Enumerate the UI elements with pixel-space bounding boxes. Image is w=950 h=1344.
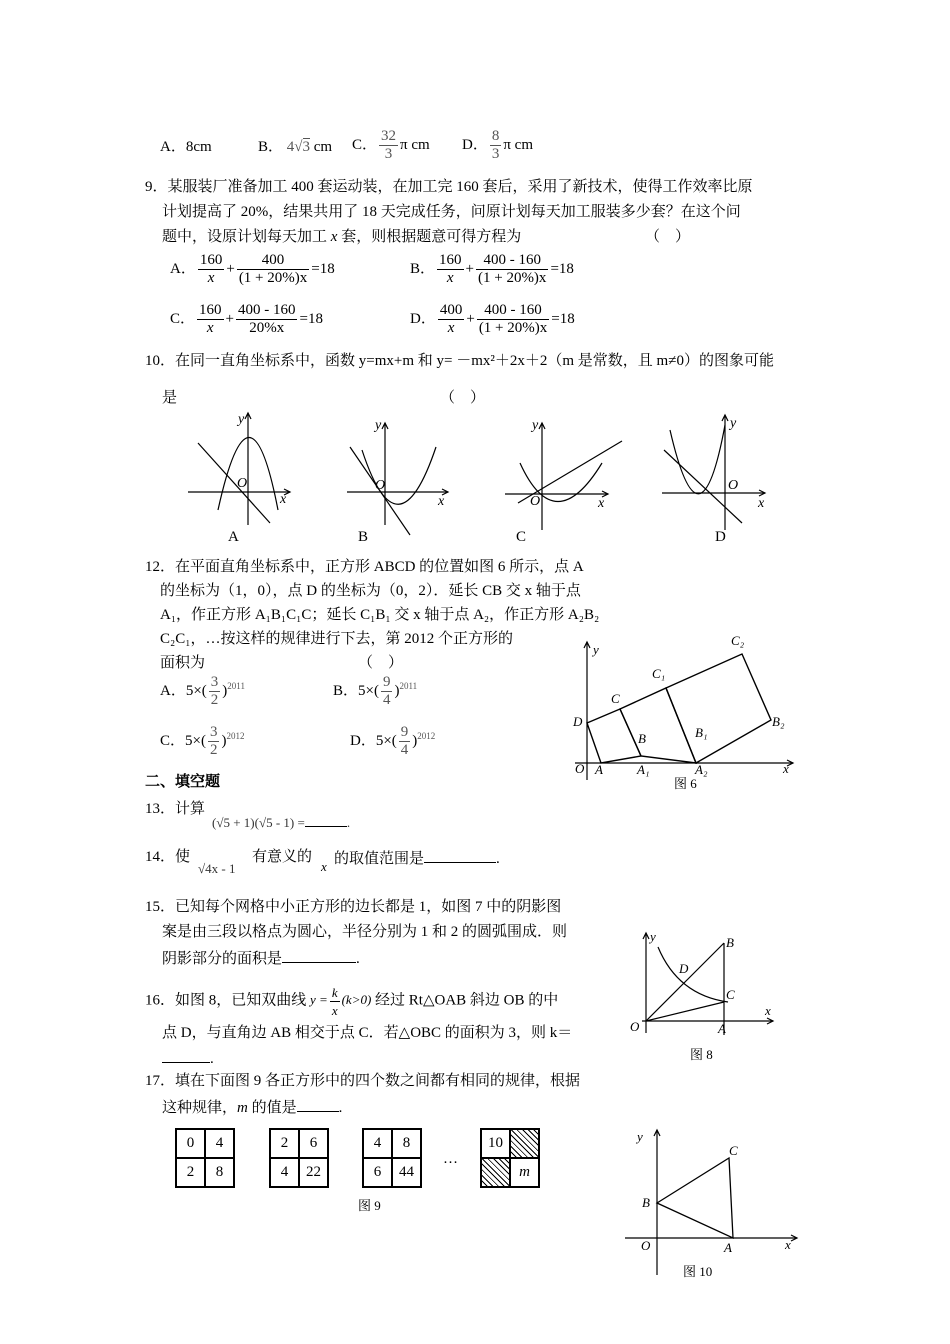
q8-option-d: D． $\frac{8}{3}$ π cm [462,128,533,162]
q12-line3: A₁，作正方形 A₁B₁C₁C；延长 C₁B₁ 交 x 轴于点 A₂，作正方形 A₂B₂ [160,607,600,623]
cell: 6 [363,1158,392,1187]
fig9-ellipsis: … [443,1151,458,1167]
cell: 0 [176,1129,205,1158]
fig9-square-1 [175,1128,235,1188]
fig6-b: B [638,731,646,746]
q12-option-d: D．5×( $\frac{9}{4}$ )$^{2012}$ [350,724,436,758]
q8-b-coef: 4 [286,139,295,155]
fig10-a: A [724,1240,732,1255]
fig8-caption: 图 8 [690,1047,713,1062]
q10-a-y: y [238,412,245,427]
hatched-cell [510,1129,539,1158]
q12-line4: C₂C₁，…按这样的规律进行下去，第 2012 个正方形的 [160,631,513,647]
fig8-a: A [718,1021,726,1036]
q9-paren: （ ） [645,229,691,245]
fig9-square-2 [269,1128,329,1188]
fig10-y: y [637,1129,643,1144]
fig6-c2: C₂ [731,633,745,648]
q13-expr: (√5 + 1)(√5 - 1) = . [212,812,350,832]
q12-option-b: B．5×( $\frac{9}{4}$ )$^{2011}$ [333,674,418,708]
q10-c-y: y [532,418,539,433]
fig8 [628,925,778,1040]
q9-option-a: A． $\frac{160}{x}$ + $\frac{400}{(1 + 20\%)x}$ =18 [170,252,335,286]
q10-graph-b [347,423,448,535]
cell: 44 [392,1158,421,1187]
section-title: 二、填空题 [145,774,221,790]
fig6-x: x [783,761,789,776]
cell: 4 [270,1158,299,1187]
cell: 4 [205,1129,234,1158]
fig10-b: B [642,1195,650,1210]
q14-var: x [321,859,327,874]
fig10-x: x [785,1237,791,1252]
fig8-c: C [726,987,735,1002]
hatched-cell [481,1158,510,1187]
fig6-b2: B₂ [772,714,785,729]
q16-line2: 点 D，与直角边 AB 相交于点 C．若△OBC 的面积为 3，则 k＝ [162,1025,573,1041]
fig10-c: C [729,1143,738,1158]
fig8-o: O [630,1019,640,1034]
q10-line2: 是 [162,390,178,406]
q14-rest2: 的取值范围是 . [334,848,500,868]
fig10 [625,1125,800,1285]
cell: 2 [176,1158,205,1187]
q12-line2: 的坐标为（1，0），点 D 的坐标为（0，2）．延长 CB 交 x 轴于点 [160,583,581,599]
cell: 8 [392,1129,421,1158]
q13-blank [305,812,347,827]
q14: 14．使 [145,849,191,865]
fig6-o: O [575,761,585,776]
q10-paren: （ ） [440,390,486,406]
q9-line1: 9．某服装厂准备加工 400 套运动装，在加工完 160 套后，采用了新技术，使得工作效率比原 [145,179,753,195]
cell: 22 [299,1158,328,1187]
cell: 4 [363,1129,392,1158]
q15-line2: 案是由三段以格点为圆心，半径分别为 1 和 2 的圆弧围成．则 [162,924,568,940]
q8-option-c: C． $\frac{32}{3}$ π cm [352,128,430,162]
cell: 2 [270,1129,299,1158]
q10-label-d: D [715,529,726,545]
q10-c-o: O [530,494,541,509]
fig6-a1: A₁ [637,762,650,777]
q10-graph-d [662,415,765,530]
cell: 8 [205,1158,234,1187]
q17-line1: 17．填在下面图 9 各正方形中的四个数之间都有相同的规律，根据 [145,1073,581,1089]
q10-b-y: y [375,418,382,433]
q10-d-o: O [728,478,739,493]
q10-d-x: x [758,496,765,511]
q10-graph-a [188,413,290,525]
fig8-y: y [650,929,656,944]
q10-label-b: B [358,529,369,545]
fig8-x: x [765,1003,771,1018]
q10-graphs [180,405,780,545]
q9-line3: 题中，设原计划每天加工 x 套，则根据题意可得方程为 [162,229,522,245]
q10-label-c: C [516,529,527,545]
q17-blank [297,1097,339,1112]
q9-line2: 计划提高了 20%，结果共用了 18 天完成任务，问原计划每天加工服装多少套？在这个问 [162,204,741,220]
q10-d-y: y [730,416,737,431]
q10-graph-c [505,423,622,530]
fig6 [565,630,805,795]
q12-option-c: C．5×( $\frac{3}{2}$ )$^{2012}$ [160,724,245,758]
q9-option-b: B． $\frac{160}{x}$ + $\frac{400 - 160}{(1 + 20\%)x}$ =18 [410,252,574,286]
fig9-square-3 [362,1128,422,1188]
q14-expr: √4x - 1 [198,861,236,876]
q12-line1: 12．在平面直角坐标系中，正方形 ABCD 的位置如图 6 所示，点 A [145,559,584,575]
q15-line1: 15．已知每个网格中小正方形的边长都是 1，如图 7 中的阴影图 [145,899,562,915]
q12-option-a: A．5×( $\frac{3}{2}$ )$^{2011}$ [160,674,245,708]
fig8-b: B [726,935,734,950]
fig6-caption: 图 6 [674,776,697,791]
q16-blank [162,1048,210,1063]
q14-blank [424,848,496,863]
fig6-d: D [573,714,583,729]
q15-blank [282,948,356,963]
cell: m [510,1158,539,1187]
fig10-caption: 图 10 [683,1264,713,1279]
fig6-y: y [593,642,599,657]
fig6-c: C [611,691,620,706]
q10-a-x: x [280,492,287,507]
q10-b-x: x [438,494,445,509]
q9-option-c: C． $\frac{160}{x}$ + $\frac{400 - 160}{20\%x}$ =18 [170,302,323,336]
q12-paren: （ ） [358,655,404,671]
q10-line1: 10．在同一直角坐标系中，函数 y=mx+m 和 y= －mx²＋2x＋2（m 是常数，且 m≠0）的图象可能 [145,353,774,369]
q16-line1: 16．如图 8，已知双曲线 y = $\frac{k}{x}$ (k>0) 经过 Rt△OAB 斜边 OB 的中 [145,985,559,1018]
q8-option-b: B． 4√3 cm [258,139,333,155]
q13: 13．计算 [145,801,206,817]
fig6-a: A [595,762,603,777]
fig10-o: O [641,1238,651,1253]
q10-c-x: x [598,496,605,511]
q14-rest: 有意义的 [252,849,313,865]
q10-a-o: O [237,476,248,491]
cell: 6 [299,1129,328,1158]
fig8-d: D [679,961,689,976]
q10-label-a: A [228,529,239,545]
fig6-b1: B₁ [695,725,708,740]
cell: 10 [481,1129,510,1158]
q12-line5: 面积为 [160,655,206,671]
q15-line3: 阴影部分的面积是 . [162,948,360,968]
q9-option-d: D． $\frac{400}{x}$ + $\frac{400 - 160}{(1 + 20\%)x}$ =18 [410,302,575,336]
fig6-a2: A₂ [695,762,708,777]
q17-line2: 这种规律，m 的值是 . [162,1097,342,1117]
q16-line3: . [162,1048,214,1068]
q10-b-o: O [375,478,386,493]
fig6-c1: C₁ [652,666,666,681]
fig9-caption: 图 9 [358,1198,381,1213]
q8-option-a: A．8cm [160,139,212,155]
fig9-square-4 [480,1128,540,1188]
